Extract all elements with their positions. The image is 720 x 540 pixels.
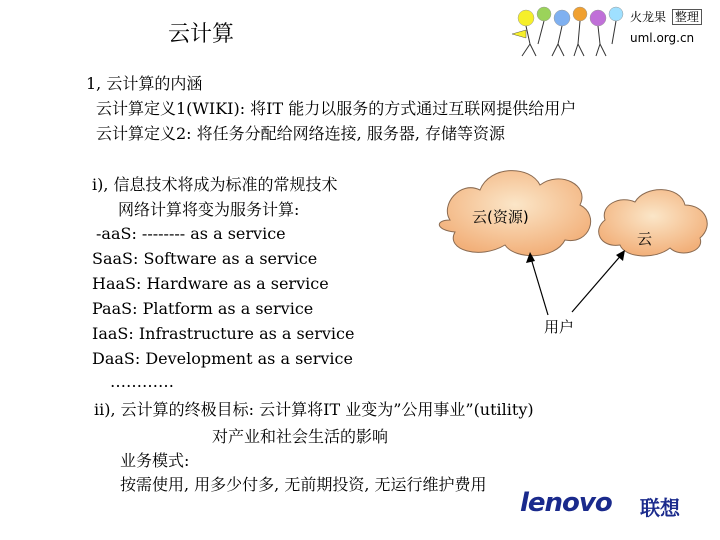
section2-heading: i), 信息技术将成为标准的常规技术 xyxy=(92,175,338,194)
logo-name: 火龙果 整理 xyxy=(630,8,702,25)
list-item: IaaS: Infrastructure as a service xyxy=(92,324,355,343)
definition-1: 云计算定义1(WIKI): 将IT 能力以服务的方式通过互联网提供给用户 xyxy=(96,99,577,118)
section3-subheading: 对产业和社会生活的影响 xyxy=(212,427,389,446)
definition-2: 云计算定义2: 将任务分配给网络连接, 服务器, 存储等资源 xyxy=(96,124,506,143)
logo-name-suffix: 整理 xyxy=(672,9,702,25)
business-model-text: 按需使用, 用多少付多, 无前期投资, 无运行维护费用 xyxy=(120,475,487,494)
lenovo-chinese-logo: 联想 xyxy=(640,496,680,520)
list-item: PaaS: Platform as a service xyxy=(92,299,314,318)
page-title: 云计算 xyxy=(168,22,235,47)
list-item: SaaS: Software as a service xyxy=(92,249,318,268)
cloud-resource-label: 云(资源) xyxy=(472,208,529,226)
section3-heading: ii), 云计算的终极目标: 云计算将IT 业变为”公用事业”(utility) xyxy=(94,400,534,419)
lenovo-logo: lenovo xyxy=(520,488,612,518)
logo-url: uml.org.cn xyxy=(630,31,695,45)
section1-heading: 1, 云计算的内涵 xyxy=(86,74,203,93)
list-item: HaaS: Hardware as a service xyxy=(92,274,329,293)
ellipsis: ………… xyxy=(110,372,174,391)
cloud-diagram xyxy=(420,160,720,350)
section2-subheading: 网络计算将变为服务计算: xyxy=(118,200,300,219)
list-item: DaaS: Development as a service xyxy=(92,349,353,368)
cloud-shape xyxy=(599,190,708,256)
list-item: -aaS: -------- as a service xyxy=(96,224,286,243)
user-label: 用户 xyxy=(544,318,575,336)
business-model-heading: 业务模式: xyxy=(120,451,190,470)
cloud-label: 云 xyxy=(637,230,653,248)
